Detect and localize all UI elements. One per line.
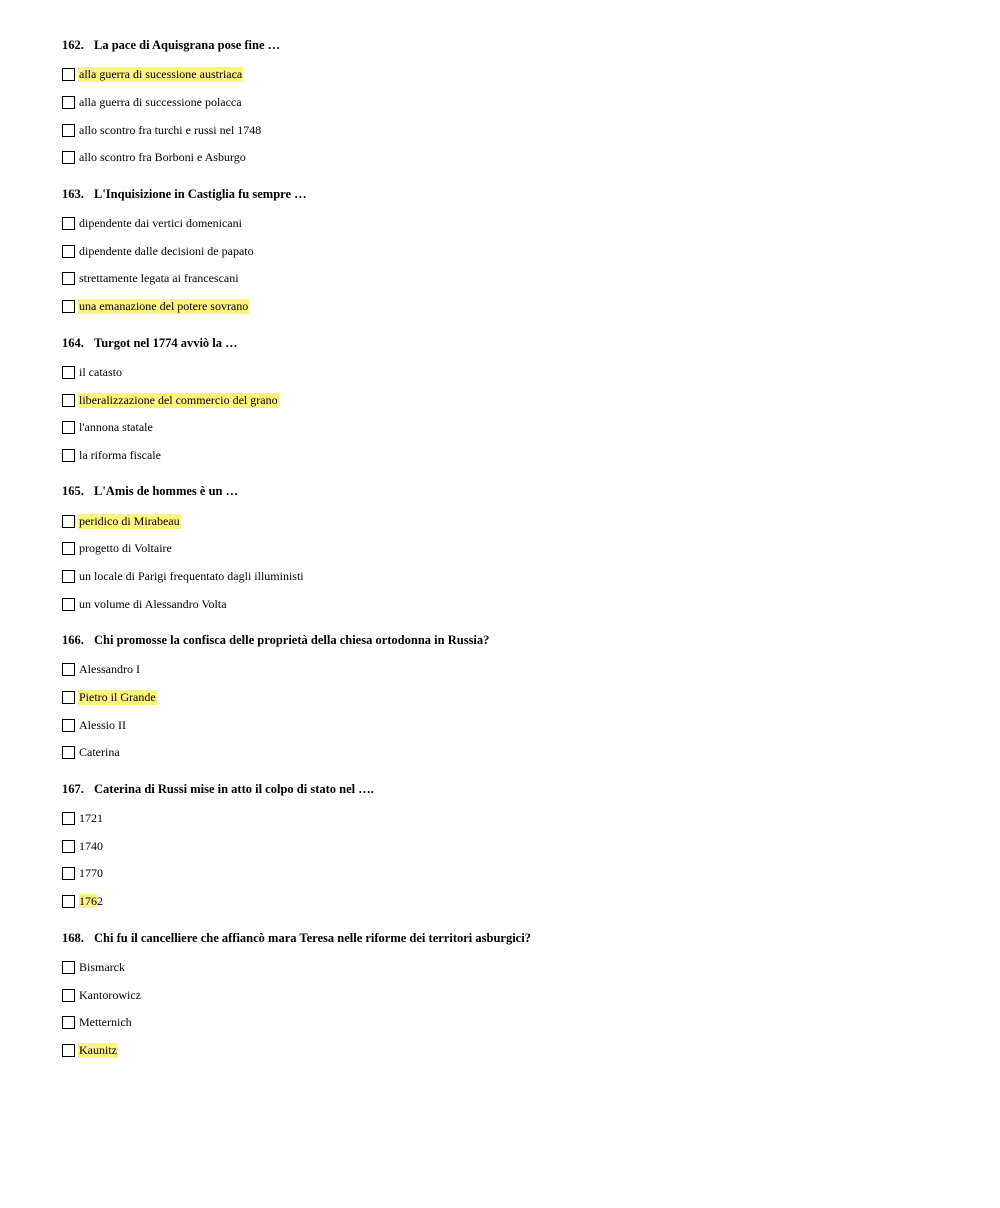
answer-option[interactable] [62, 210, 962, 238]
question-number: 164. [62, 335, 84, 350]
checkbox[interactable] [62, 366, 75, 379]
answer-option[interactable] [62, 535, 962, 563]
checkbox[interactable] [62, 663, 75, 676]
question-title [62, 333, 962, 353]
checkbox[interactable] [62, 895, 75, 908]
checkbox[interactable] [62, 515, 75, 528]
answer-option[interactable] [62, 1037, 962, 1065]
question-title [62, 928, 962, 948]
answer-option[interactable] [62, 89, 962, 117]
quiz-page [62, 35, 962, 1076]
answer-text-highlighted: peridico di Mirabeau [79, 513, 180, 528]
answer-option[interactable] [62, 442, 962, 470]
checkbox[interactable] [62, 812, 75, 825]
question-text: Turgot nel 1774 avviò la … [94, 335, 238, 350]
answer-option[interactable] [62, 888, 962, 916]
question-163 [62, 184, 962, 321]
question-text: L'Amis de hommes è un … [94, 484, 239, 499]
checkbox[interactable] [62, 961, 75, 974]
question-title [62, 779, 962, 799]
question-number: 168. [62, 930, 84, 945]
answer-option[interactable] [62, 860, 962, 888]
question-167 [62, 779, 962, 916]
answer-text-highlighted: Kaunitz [79, 1042, 117, 1057]
answer-text: Caterina [79, 745, 120, 760]
answer-option[interactable] [62, 832, 962, 860]
highlighted-part: 176 [79, 894, 97, 909]
question-text: Chi promosse la confisca delle proprietà della chiesa ortodonna in Russia? [94, 633, 490, 647]
question-164 [62, 333, 962, 470]
answer-option[interactable] [62, 116, 962, 144]
answer-text: 1770 [79, 866, 103, 881]
checkbox[interactable] [62, 272, 75, 285]
question-162 [62, 35, 962, 172]
answer-text: un volume di Alessandro Volta [79, 596, 227, 611]
answer-text: 1740 [79, 838, 103, 853]
unhighlighted-part: 2 [97, 894, 103, 909]
answer-text: alla guerra di successione polacca [79, 95, 242, 110]
answer-option[interactable] [62, 981, 962, 1009]
checkbox[interactable] [62, 394, 75, 407]
question-168 [62, 928, 962, 1065]
question-number: 163. [62, 186, 84, 201]
question-title [62, 481, 962, 501]
checkbox[interactable] [62, 217, 75, 230]
checkbox[interactable] [62, 840, 75, 853]
answer-option[interactable] [62, 739, 962, 767]
checkbox[interactable] [62, 421, 75, 434]
checkbox[interactable] [62, 598, 75, 611]
answer-option[interactable] [62, 954, 962, 982]
answer-text: un locale di Parigi frequentato dagli illuministi [79, 568, 304, 583]
answer-text: il catasto [79, 364, 122, 379]
answer-option[interactable] [62, 1009, 962, 1037]
question-number: 165. [62, 484, 84, 499]
question-165 [62, 481, 962, 618]
answer-option[interactable] [62, 359, 962, 387]
answer-option[interactable] [62, 590, 962, 618]
answer-text-partial [78, 894, 104, 909]
answer-text: Alessio II [79, 717, 126, 732]
question-text: Chi fu il cancelliere che affiancò mara Teresa nelle riforme dei territori asburgici? [94, 930, 531, 945]
answer-text: progetto di Voltaire [79, 541, 172, 556]
answer-option[interactable] [62, 563, 962, 591]
checkbox[interactable] [62, 124, 75, 137]
checkbox[interactable] [62, 1016, 75, 1029]
checkbox[interactable] [62, 719, 75, 732]
answer-text: 1721 [79, 811, 103, 826]
answer-option[interactable] [62, 61, 962, 89]
answer-option[interactable] [62, 265, 962, 293]
answer-text: Kantorowicz [79, 987, 141, 1002]
checkbox[interactable] [62, 151, 75, 164]
answer-text: l'annona statale [79, 420, 153, 435]
answer-option[interactable] [62, 711, 962, 739]
answer-option[interactable] [62, 237, 962, 265]
answer-option[interactable] [62, 656, 962, 684]
answer-text: strettamente legata ai francescani [79, 271, 239, 286]
question-title [62, 630, 962, 650]
checkbox[interactable] [62, 245, 75, 258]
checkbox[interactable] [62, 449, 75, 462]
checkbox[interactable] [62, 68, 75, 81]
answer-text: dipendente dai vertici domenicani [79, 216, 242, 231]
answer-text: Bismarck [79, 959, 125, 974]
checkbox[interactable] [62, 1044, 75, 1057]
checkbox[interactable] [62, 746, 75, 759]
question-number: 167. [62, 781, 84, 796]
question-number: 166. [62, 633, 84, 647]
answer-text-highlighted: alla guerra di sucessione austriaca [79, 67, 243, 82]
question-text: La pace di Aquisgrana pose fine … [94, 38, 281, 52]
answer-option[interactable] [62, 507, 962, 535]
checkbox[interactable] [62, 96, 75, 109]
answer-text: Alessandro I [79, 662, 140, 677]
answer-text-highlighted: una emanazione del potere sovrano [79, 299, 249, 314]
answer-text-highlighted: liberalizzazione del commercio del grano [79, 392, 278, 407]
answer-option[interactable] [62, 414, 962, 442]
question-title [62, 184, 962, 204]
checkbox[interactable] [62, 570, 75, 583]
answer-text: dipendente dalle decisioni de papato [79, 243, 254, 258]
answer-option[interactable] [62, 293, 962, 321]
answer-text-highlighted: Pietro il Grande [79, 690, 156, 705]
answer-option[interactable] [62, 805, 962, 833]
checkbox[interactable] [62, 691, 75, 704]
answer-option[interactable] [62, 684, 962, 712]
answer-option[interactable] [62, 144, 962, 172]
checkbox[interactable] [62, 867, 75, 880]
question-title [62, 35, 962, 55]
question-166 [62, 630, 962, 767]
answer-text: Metternich [79, 1015, 132, 1030]
question-text: L'Inquisizione in Castiglia fu sempre … [94, 186, 307, 201]
checkbox[interactable] [62, 542, 75, 555]
question-number: 162. [62, 38, 84, 52]
answer-option[interactable] [62, 386, 962, 414]
checkbox[interactable] [62, 300, 75, 313]
answer-text: allo scontro fra Borboni e Asburgo [79, 150, 246, 165]
answer-text: la riforma fiscale [79, 447, 161, 462]
answer-text: allo scontro fra turchi e russi nel 1748 [79, 122, 262, 137]
question-text: Caterina di Russi mise in atto il colpo di stato nel …. [94, 781, 374, 796]
checkbox[interactable] [62, 989, 75, 1002]
